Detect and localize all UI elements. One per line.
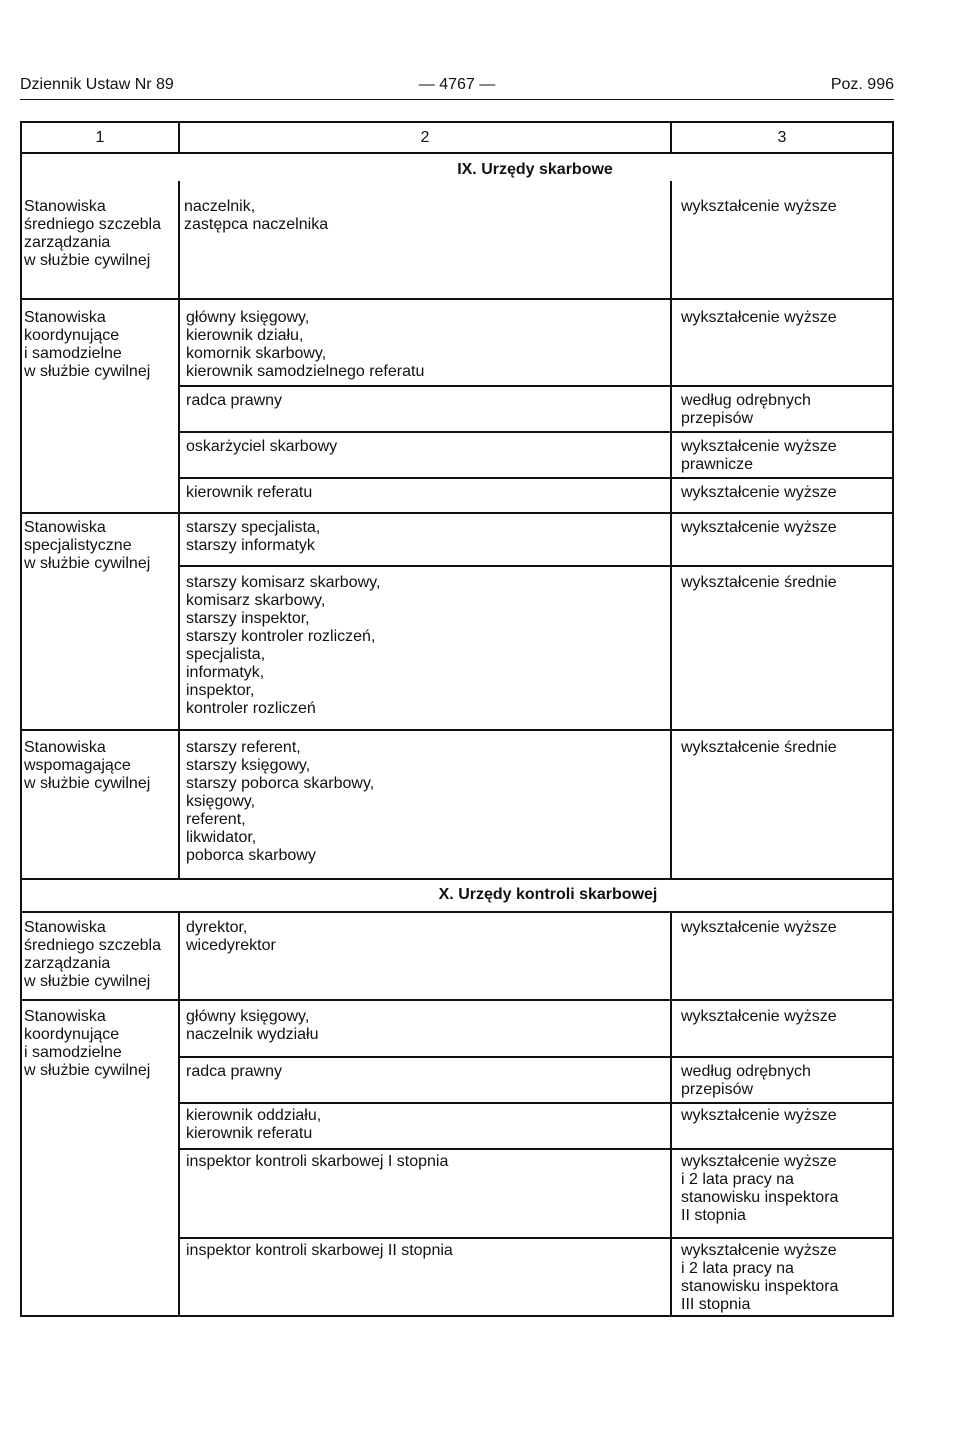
ix-g3-r2-requirement: wykształcenie średnie — [681, 574, 837, 591]
rule-ix-g2-r3 — [180, 477, 892, 479]
ix-g3-category: Stanowiska specjalistyczne w służbie cywilnej — [24, 519, 151, 572]
ix-g1-requirement: wykształcenie wyższe — [681, 198, 837, 215]
col2-divider-ix — [670, 181, 672, 879]
rule-ix-g2-r1 — [180, 385, 892, 387]
rule-after-col-headers — [22, 152, 892, 154]
x-g2-r5-positions: inspektor kontroli skarbowej II stopnia — [186, 1242, 453, 1259]
col2-divider-x — [670, 911, 672, 1315]
rule-x-title-end — [22, 911, 892, 913]
section-title-x: X. Urzędy kontroli skarbowej — [438, 886, 658, 903]
ix-g2-r3-requirement: wykształcenie wyższe prawnicze — [681, 438, 837, 473]
x-g2-r3-requirement: wykształcenie wyższe — [681, 1107, 837, 1124]
col-header-3: 3 — [777, 129, 787, 146]
x-g2-r1-positions: główny księgowy, naczelnik wydziału — [186, 1008, 319, 1043]
col-header-1: 1 — [95, 129, 105, 146]
ix-g2-r4-positions: kierownik referatu — [186, 484, 313, 501]
journal-title: Dziennik Ustaw Nr 89 — [20, 76, 174, 93]
ix-g2-r4-requirement: wykształcenie wyższe — [681, 484, 837, 501]
ix-g3-r2-positions: starszy komisarz skarbowy, komisarz skarbowy, starszy inspektor, starszy kontroler rozliczeń, specjalista, informatyk, inspektor, kontroler rozliczeń — [186, 574, 381, 717]
x-g2-r4-positions: inspektor kontroli skarbowej I stopnia — [186, 1153, 449, 1170]
ix-g1-positions: naczelnik, zastępca naczelnika — [184, 198, 329, 233]
ix-g2-r2-positions: radca prawny — [186, 392, 283, 409]
header-rule — [20, 99, 894, 100]
x-g1-category: Stanowiska średniego szczebla zarządzania w służbie cywilnej — [24, 919, 161, 990]
rule-ix-g4-end — [22, 878, 892, 880]
positions-table — [20, 121, 894, 1317]
rule-ix-g3-r1 — [180, 565, 892, 567]
col1-divider-ix — [178, 181, 180, 879]
rule-x-g1-end — [22, 999, 892, 1001]
ix-g2-r3-positions: oskarżyciel skarbowy — [186, 438, 338, 455]
rule-x-g2-r1 — [180, 1056, 892, 1058]
ix-g4-positions: starszy referent, starszy księgowy, starszy poborca skarbowy, księgowy, referent, likwidator, poborca skarbowy — [186, 739, 375, 864]
rule-ix-g2-end — [22, 512, 892, 514]
x-g2-r3-positions: kierownik oddziału, kierownik referatu — [186, 1107, 322, 1142]
x-g1-requirement: wykształcenie wyższe — [681, 919, 837, 936]
ix-g3-r1-positions: starszy specjalista, starszy informatyk — [186, 519, 321, 554]
rule-x-g2-r3 — [180, 1148, 892, 1150]
ix-g4-category: Stanowiska wspomagające w służbie cywilnej — [24, 739, 151, 792]
page-header — [20, 76, 894, 98]
rule-ix-g2-r2 — [180, 431, 892, 433]
x-g2-r4-requirement: wykształcenie wyższe i 2 lata pracy na stanowisku inspektora II stopnia — [681, 1153, 839, 1224]
x-g2-r2-requirement: według odrębnych przepisów — [681, 1063, 811, 1098]
ix-g2-r2-requirement: według odrębnych przepisów — [681, 392, 811, 427]
rule-x-g2-r2 — [180, 1102, 892, 1104]
page-number: — 4767 — — [418, 76, 496, 93]
rule-ix-g3-end — [22, 729, 892, 731]
section-title-ix: IX. Urzędy skarbowe — [457, 161, 613, 178]
x-g2-r1-requirement: wykształcenie wyższe — [681, 1008, 837, 1025]
ix-g4-requirement: wykształcenie średnie — [681, 739, 837, 756]
ix-g2-r1-positions: główny księgowy, kierownik działu, komornik skarbowy, kierownik samodzielnego referatu — [186, 309, 425, 380]
x-g2-r2-positions: radca prawny — [186, 1063, 283, 1080]
ix-g2-r1-requirement: wykształcenie wyższe — [681, 309, 837, 326]
x-g2-category: Stanowiska koordynujące i samodzielne w służbie cywilnej — [24, 1008, 151, 1079]
ix-g1-category: Stanowiska średniego szczebla zarządzania w służbie cywilnej — [24, 198, 161, 269]
col1-divider-x — [178, 911, 180, 1315]
col-header-2: 2 — [420, 129, 430, 146]
ix-g3-r1-requirement: wykształcenie wyższe — [681, 519, 837, 536]
position-number: Poz. 996 — [830, 76, 894, 93]
rule-ix-g1-end — [22, 298, 892, 300]
x-g1-positions: dyrektor, wicedyrektor — [186, 919, 276, 954]
ix-g2-category: Stanowiska koordynujące i samodzielne w służbie cywilnej — [24, 309, 151, 380]
x-g2-r5-requirement: wykształcenie wyższe i 2 lata pracy na stanowisku inspektora III stopnia — [681, 1242, 839, 1313]
rule-x-g2-r4 — [180, 1237, 892, 1239]
